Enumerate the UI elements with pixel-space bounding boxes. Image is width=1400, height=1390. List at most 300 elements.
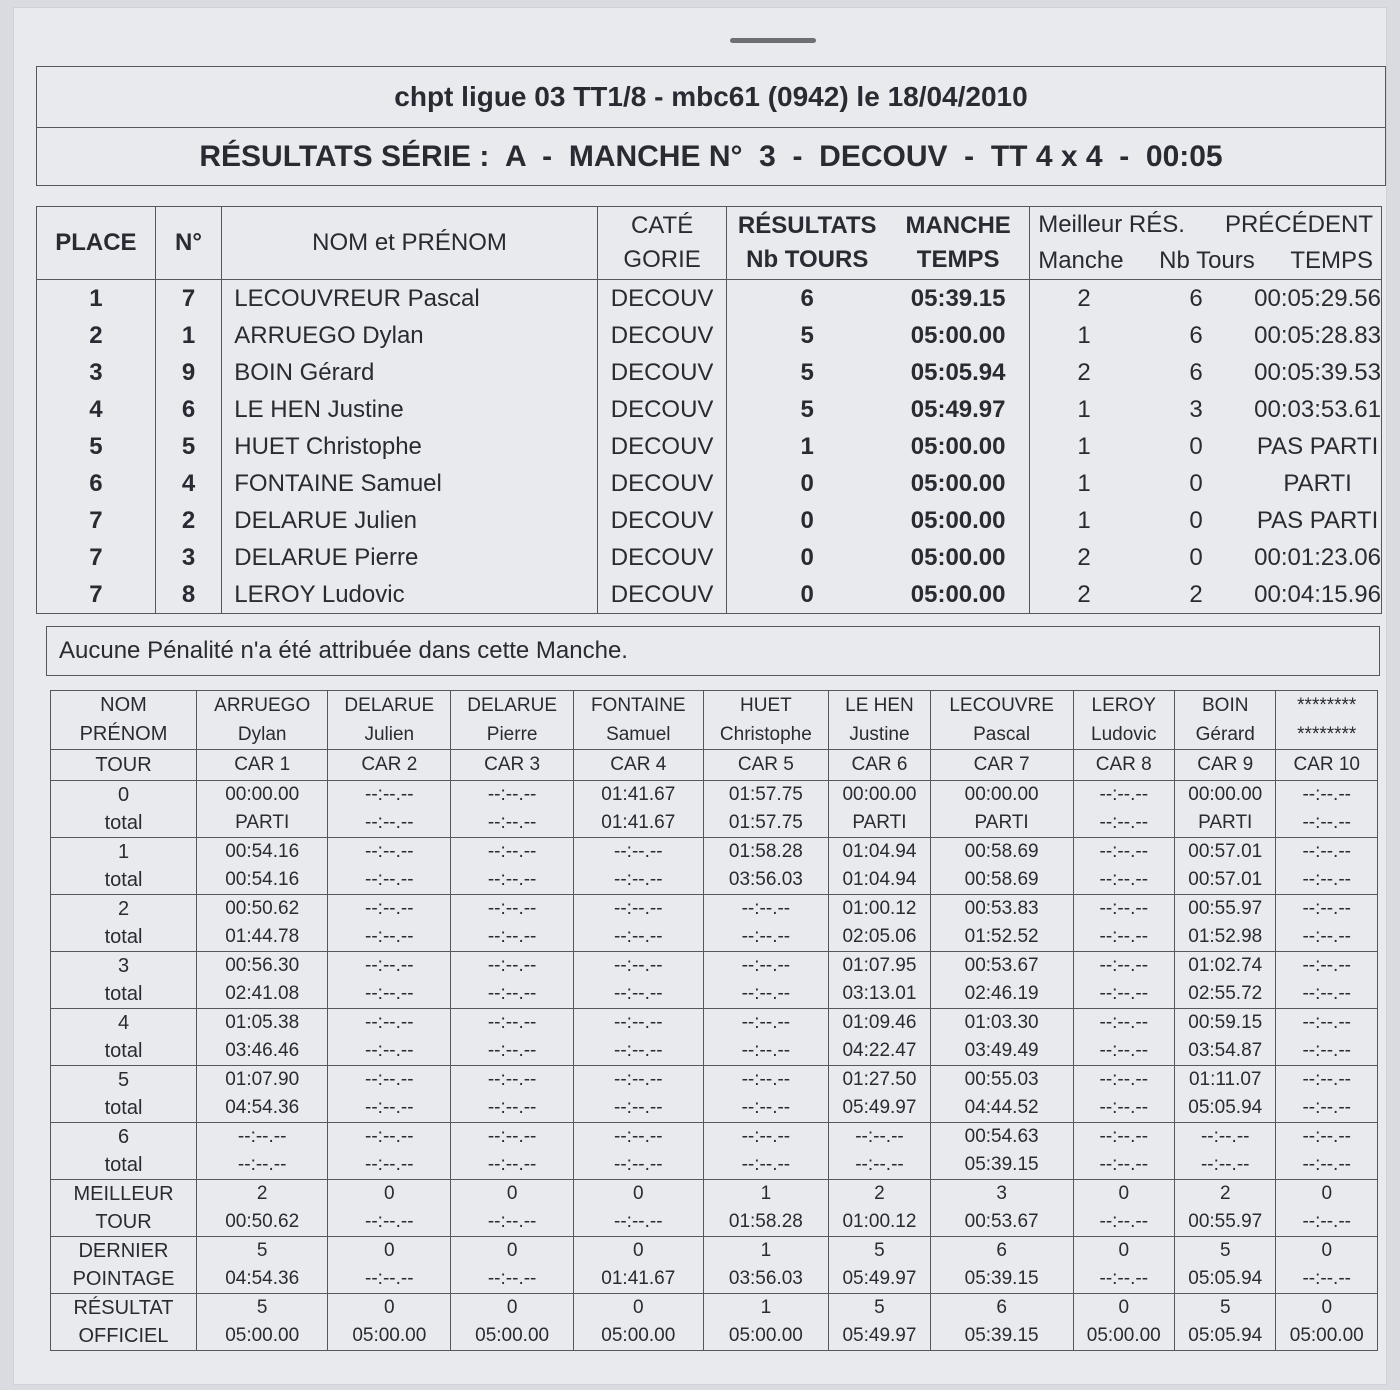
lap-time-top: --:--.-- [1099,784,1149,805]
driver-firstname: Justine [849,724,910,745]
lap-time-bottom: 00:57.01 [1188,869,1263,890]
driver-lastname: LE HEN [845,695,914,716]
best-laps-label: Nb Tours [1159,247,1255,274]
lap-time-top: 5 [874,1240,885,1261]
driver-lastname: DELARUE [344,695,435,716]
driver-name-cell: LE HEN Justine [222,391,598,428]
lap-time-bottom: --:--.-- [1302,926,1351,947]
category-header-line1: CATÉ [630,212,694,239]
lap-time-cell [1073,952,1174,1009]
lap-row-label [51,1294,197,1351]
lap-time-bottom: 05:05.94 [1188,1325,1263,1346]
lap-time-bottom: 01:00.12 [842,1211,917,1232]
lap-time-top: 0 [1321,1183,1333,1204]
lap-time-top: --:--.-- [365,898,414,919]
lap-time-bottom: 02:46.19 [964,983,1039,1004]
lap-time-cell [1276,952,1378,1009]
lap-time-bottom: 02:05.06 [842,926,917,947]
lap-time-bottom: 03:56.03 [728,1268,803,1289]
lap-time-bottom: --:--.-- [1099,812,1149,833]
lap-time-bottom: 00:54.16 [225,869,300,890]
driver-column-header [451,691,574,750]
lap-time-cell [197,1180,328,1237]
lap-time-top: --:--.-- [614,898,663,919]
best-laps-cell: 3 [1189,395,1203,423]
lap-time-cell [574,1009,703,1066]
lap-time-cell [703,952,829,1009]
car-label: CAR 5 [703,750,829,781]
lap-time-top: 5 [874,1297,885,1318]
lap-time-bottom: 05:49.97 [842,1268,917,1289]
result-row [37,576,1382,614]
lap-time-bottom: 00:50.62 [225,1211,300,1232]
lap-time-top: --:--.-- [1302,841,1351,862]
lap-time-bottom: --:--.-- [487,1211,537,1232]
lap-time-top: 3 [996,1183,1007,1204]
laps-header-label: Nb TOURS [746,246,869,273]
lap-time-cell [1175,1066,1276,1123]
lap-time-cell [451,781,574,838]
lap-time-top: --:--.-- [237,1126,287,1147]
lap-row-label-top: 0 [117,784,130,806]
lap-time-top: 00:54.16 [225,841,300,862]
lap-row-label-bottom: total [104,1040,143,1062]
lap-time-top: --:--.-- [1200,1126,1250,1147]
lap-time-bottom: --:--.-- [365,1040,414,1061]
lap-time-bottom: --:--.-- [1302,983,1351,1004]
category-cell: DECOUV [597,280,727,318]
best-manche-cell: 1 [1030,391,1138,428]
lap-time-bottom: --:--.-- [1099,1211,1149,1232]
lap-time-cell [703,1237,829,1294]
race-time-cell: 05:00.00 [887,465,1030,502]
lap-time-cell [1073,1294,1174,1351]
lap-row [51,1066,1378,1123]
best-manche-cell: 2 [1030,539,1138,576]
car-label: CAR 7 [930,750,1073,781]
category-header [597,207,727,280]
lap-time-bottom: --:--.-- [487,1268,537,1289]
driver-firstname: Julien [364,724,415,745]
driver-lastname: DELARUE [467,695,557,716]
best-time-cell: PARTI [1254,465,1381,502]
laps-count-cell: 5 [727,354,887,391]
lap-time-top: 0 [384,1240,395,1261]
driver-lastname: ARRUEGO [214,695,311,716]
lap-time-top: 0 [384,1183,395,1204]
laps-count-cell: 0 [727,539,887,576]
lap-time-cell [829,1180,930,1237]
lap-time-top: --:--.-- [365,1069,414,1090]
lap-time-cell [1276,1066,1378,1123]
best-manche-cell: 1 [1030,317,1138,354]
number-cell: 5 [155,428,222,465]
lap-time-bottom: PARTI [1198,812,1253,833]
lap-time-bottom: PARTI [974,812,1029,833]
result-row [37,354,1382,391]
lap-time-bottom: 03:13.01 [842,983,917,1004]
lap-time-cell [829,895,930,952]
lap-time-cell [1175,952,1276,1009]
driver-lastname: LECOUVRE [949,695,1054,716]
lap-time-cell [451,1180,574,1237]
lap-time-bottom: 04:54.36 [225,1268,300,1289]
title-box [36,66,1386,186]
lap-time-bottom: 03:56.03 [728,869,803,890]
lap-time-bottom: --:--.-- [365,983,414,1004]
lap-time-cell [703,1294,829,1351]
lap-time-top: --:--.-- [1302,898,1351,919]
lap-time-top: --:--.-- [365,841,414,862]
lap-time-cell [930,1123,1073,1180]
driver-column-header [1073,691,1174,750]
lap-time-bottom: 05:00.00 [728,1325,803,1346]
lap-time-cell [1276,838,1378,895]
car-header-row [51,750,1378,781]
lap-time-bottom: --:--.-- [1099,869,1149,890]
lap-time-top: 0 [632,1183,644,1204]
lap-time-bottom: 05:00.00 [225,1325,300,1346]
lap-time-top: 5 [256,1240,268,1261]
driver-firstname: Ludovic [1091,724,1157,745]
lap-time-top: 6 [996,1297,1007,1318]
driver-lastname: LEROY [1091,695,1156,716]
lap-time-cell [328,1237,451,1294]
best-manche-cell: 2 [1030,354,1138,391]
lap-time-top: 0 [506,1240,518,1261]
car-label: CAR 4 [574,750,703,781]
result-row [37,539,1382,576]
firstname-label: PRÉNOM [79,723,168,745]
best-manche-label: Manche [1038,247,1124,274]
lap-time-top: --:--.-- [741,898,791,919]
lap-time-top: --:--.-- [614,955,663,976]
lap-time-bottom: 05:39.15 [964,1268,1039,1289]
lap-row-label-top: MEILLEUR [73,1183,174,1205]
driver-column-header [829,691,930,750]
lap-time-top: 0 [1321,1240,1333,1261]
lap-time-cell [1073,895,1174,952]
lap-time-cell [1175,1123,1276,1180]
lap-row [51,895,1378,952]
lap-time-cell [328,1294,451,1351]
lap-time-cell [328,1009,451,1066]
lap-time-bottom: 05:05.94 [1188,1268,1263,1289]
lap-time-top: --:--.-- [1099,841,1149,862]
lap-time-bottom: 05:00.00 [601,1325,676,1346]
lap-row-label-top: DERNIER [78,1240,169,1262]
lap-time-bottom: --:--.-- [741,983,791,1004]
lap-time-cell [703,781,829,838]
lap-time-cell [930,895,1073,952]
number-cell: 1 [155,317,222,354]
lap-time-cell [703,895,829,952]
laps-count-cell: 5 [727,317,887,354]
lap-time-cell [829,1066,930,1123]
place-header: PLACE [37,207,156,280]
lap-time-cell [197,838,328,895]
time-header-label: TEMPS [916,246,1000,273]
best-time-label: TEMPS [1290,247,1373,274]
lap-row [51,1180,1378,1237]
lap-time-top: --:--.-- [1302,1069,1351,1090]
lap-time-top: 00:53.83 [964,898,1039,919]
lap-row [51,838,1378,895]
lap-time-top: 2 [1219,1183,1231,1204]
number-header: N° [155,207,222,280]
lap-time-cell [829,1123,930,1180]
lap-time-cell [574,1066,703,1123]
lap-time-bottom: PARTI [235,812,290,833]
lap-row-label-top: 5 [117,1069,130,1091]
competition-title: chpt ligue 03 TT1/8 - mbc61 (0942) le 18/04/2010 [37,67,1385,128]
driver-lastname: HUET [740,695,792,716]
lap-time-bottom: --:--.-- [855,1154,904,1175]
best-time-cell: 00:01:23.06 [1254,539,1381,576]
lap-time-cell [1276,1123,1378,1180]
driver-column-header [328,691,451,750]
laps-count-cell: 1 [727,428,887,465]
previous-best-header [1030,207,1382,280]
lap-time-bottom: --:--.-- [614,869,663,890]
lap-time-top: --:--.-- [614,841,663,862]
lap-time-cell [1276,1180,1378,1237]
lap-time-top: 1 [760,1240,772,1261]
lap-time-bottom: 05:00.00 [475,1325,550,1346]
lap-time-top: 5 [1219,1297,1231,1318]
lap-row-label-bottom: total [104,869,143,891]
lap-time-bottom: --:--.-- [1302,812,1351,833]
lap-time-cell [1073,1237,1174,1294]
lap-time-top: 01:11.07 [1188,1069,1262,1090]
manche-header-label: MANCHE [905,212,1011,239]
number-cell: 7 [155,280,222,318]
best-manche-cell: 2 [1030,576,1138,614]
lap-row-label-bottom: total [104,926,143,948]
lap-row-label-bottom: total [104,983,143,1005]
lap-time-top: 0 [384,1297,395,1318]
best-manche-cell: 1 [1030,502,1138,539]
laps-count-cell: 0 [727,576,887,614]
best-laps-cell: 0 [1189,506,1203,534]
lap-time-top: 01:58.28 [728,841,803,862]
driver-lastname: FONTAINE [590,695,686,716]
lap-time-top: --:--.-- [1099,955,1149,976]
driver-name-cell: FONTAINE Samuel [222,465,598,502]
lap-time-cell [451,895,574,952]
lap-time-top: 0 [1118,1297,1130,1318]
lap-time-top: --:--.-- [365,1012,414,1033]
place-cell: 2 [37,317,156,354]
lap-time-cell [328,1066,451,1123]
lap-time-top: --:--.-- [1099,1012,1149,1033]
lap-time-top: 01:09.46 [842,1012,917,1033]
lap-time-cell [328,895,451,952]
result-row [37,280,1382,318]
lap-time-top: --:--.-- [741,1069,791,1090]
lap-time-bottom: 03:49.49 [964,1040,1039,1061]
lap-time-top: --:--.-- [487,1012,537,1033]
lap-time-cell [829,1009,930,1066]
lap-time-cell [328,838,451,895]
lap-time-top: 00:00.00 [225,784,300,805]
lap-time-top: 00:57.01 [1188,841,1263,862]
lap-time-cell [451,1294,574,1351]
lap-time-bottom: --:--.-- [1099,926,1149,947]
lap-time-bottom: PARTI [852,812,907,833]
lap-time-bottom: --:--.-- [741,1097,791,1118]
car-label: CAR 8 [1073,750,1174,781]
race-time-cell: 05:39.15 [887,280,1030,318]
lap-time-top: --:--.-- [1099,1126,1149,1147]
lap-time-cell [1175,838,1276,895]
lap-time-top: 1 [760,1297,772,1318]
lap-time-bottom: --:--.-- [487,1040,537,1061]
lap-row-label-bottom: POINTAGE [72,1268,175,1290]
number-cell: 8 [155,576,222,614]
place-cell: 7 [37,576,156,614]
driver-firstname: Dylan [237,724,287,745]
lap-time-cell [1073,781,1174,838]
lap-time-bottom: 04:22.47 [842,1040,917,1061]
lap-time-top: --:--.-- [1099,898,1149,919]
lap-time-cell [197,781,328,838]
lap-time-cell [829,1294,930,1351]
driver-firstname: Gérard [1195,724,1255,745]
lap-time-cell [930,1237,1073,1294]
category-cell: DECOUV [597,354,727,391]
car-label: CAR 3 [451,750,574,781]
lap-time-top: 00:00.00 [1188,784,1263,805]
driver-firstname: ******** [1297,724,1357,745]
lap-time-bottom: 00:58.69 [964,869,1039,890]
lap-time-cell [1175,1237,1276,1294]
results-header-right [887,207,1030,280]
race-time-cell: 05:49.97 [887,391,1030,428]
previous-label: PRÉCÉDENT [1224,211,1373,238]
lap-time-top: 01:04.94 [842,841,917,862]
lap-time-cell [574,952,703,1009]
place-cell: 6 [37,465,156,502]
lap-time-top: --:--.-- [855,1126,904,1147]
driver-firstname: Pierre [486,724,538,745]
lap-time-bottom: --:--.-- [614,926,663,947]
lap-time-cell [197,1066,328,1123]
lap-row-label [51,838,197,895]
lap-time-bottom: 05:00.00 [1289,1325,1364,1346]
driver-firstname: Christophe [719,724,812,745]
driver-name-cell: LEROY Ludovic [222,576,598,614]
place-cell: 3 [37,354,156,391]
car-label: CAR 9 [1175,750,1276,781]
lap-row [51,1009,1378,1066]
lap-row-label [51,1066,197,1123]
lap-times-table [50,690,1378,1351]
lap-time-cell [930,781,1073,838]
lap-time-top: --:--.-- [614,1012,663,1033]
lap-time-top: 01:57.75 [728,784,803,805]
driver-firstname: Pascal [973,724,1031,745]
lap-time-cell [1276,1009,1378,1066]
lap-time-cell [328,952,451,1009]
lap-time-top: --:--.-- [365,784,414,805]
name-header: NOM et PRÉNOM [222,207,598,280]
lap-time-bottom: 04:44.52 [964,1097,1039,1118]
lap-time-cell [451,1066,574,1123]
number-cell: 3 [155,539,222,576]
best-time-cell: 00:04:15.96 [1254,576,1381,614]
lap-time-top: --:--.-- [487,784,537,805]
lap-time-top: 0 [632,1240,644,1261]
lap-time-bottom: 01:04.94 [842,869,917,890]
name-label: NOM [100,694,147,716]
lap-row-label [51,1237,197,1294]
lap-time-bottom: 05:00.00 [352,1325,427,1346]
lap-time-bottom: --:--.-- [365,1268,414,1289]
lap-time-cell [703,1123,829,1180]
best-manche-cell: 1 [1030,465,1138,502]
lap-row-label [51,895,197,952]
lap-time-cell [197,1009,328,1066]
lap-time-cell [574,1294,703,1351]
lap-time-bottom: 05:39.15 [964,1154,1039,1175]
lap-time-bottom: 02:55.72 [1188,983,1263,1004]
lap-time-top: 2 [256,1183,268,1204]
driver-column-header [1276,691,1378,750]
lap-time-cell [930,838,1073,895]
lap-time-top: --:--.-- [1302,1012,1351,1033]
lap-time-bottom: --:--.-- [1099,1097,1149,1118]
results-header [37,207,1382,280]
laps-count-cell: 5 [727,391,887,428]
lap-time-bottom: --:--.-- [614,1211,663,1232]
lap-time-bottom: --:--.-- [365,926,414,947]
driver-name-cell: BOIN Gérard [222,354,598,391]
lap-time-bottom: --:--.-- [1302,1040,1351,1061]
best-laps-cell: 0 [1189,469,1203,497]
lap-time-cell [930,1009,1073,1066]
lap-row [51,781,1378,838]
lap-time-cell [1276,1294,1378,1351]
lap-time-bottom: 00:53.67 [964,1211,1039,1232]
name-label-cell [51,691,197,750]
race-time-cell: 05:00.00 [887,317,1030,354]
race-time-cell: 05:00.00 [887,576,1030,614]
lap-time-cell [829,838,930,895]
lap-time-top: --:--.-- [1302,1126,1351,1147]
best-time-cell: 00:03:53.61 [1254,391,1381,428]
lap-time-top: 00:00.00 [842,784,917,805]
lap-time-cell [1276,1237,1378,1294]
driver-column-header [703,691,829,750]
lap-time-cell [829,781,930,838]
driver-name-cell: DELARUE Julien [222,502,598,539]
lap-time-top: 00:50.62 [225,898,300,919]
lap-time-cell [1276,895,1378,952]
car-label: CAR 10 [1276,750,1378,781]
lap-row-label-bottom: OFFICIEL [78,1325,169,1347]
lap-row [51,952,1378,1009]
penalty-notice: Aucune Pénalité n'a été attribuée dans cette Manche. [46,626,1380,676]
lap-time-top: 5 [1219,1240,1231,1261]
lap-time-cell [930,1066,1073,1123]
lap-time-cell [930,1294,1073,1351]
driver-name-cell: DELARUE Pierre [222,539,598,576]
lap-time-cell [197,1294,328,1351]
place-cell: 7 [37,539,156,576]
lap-time-bottom: 05:05.94 [1188,1097,1263,1118]
lap-time-bottom: 05:49.97 [842,1325,917,1346]
